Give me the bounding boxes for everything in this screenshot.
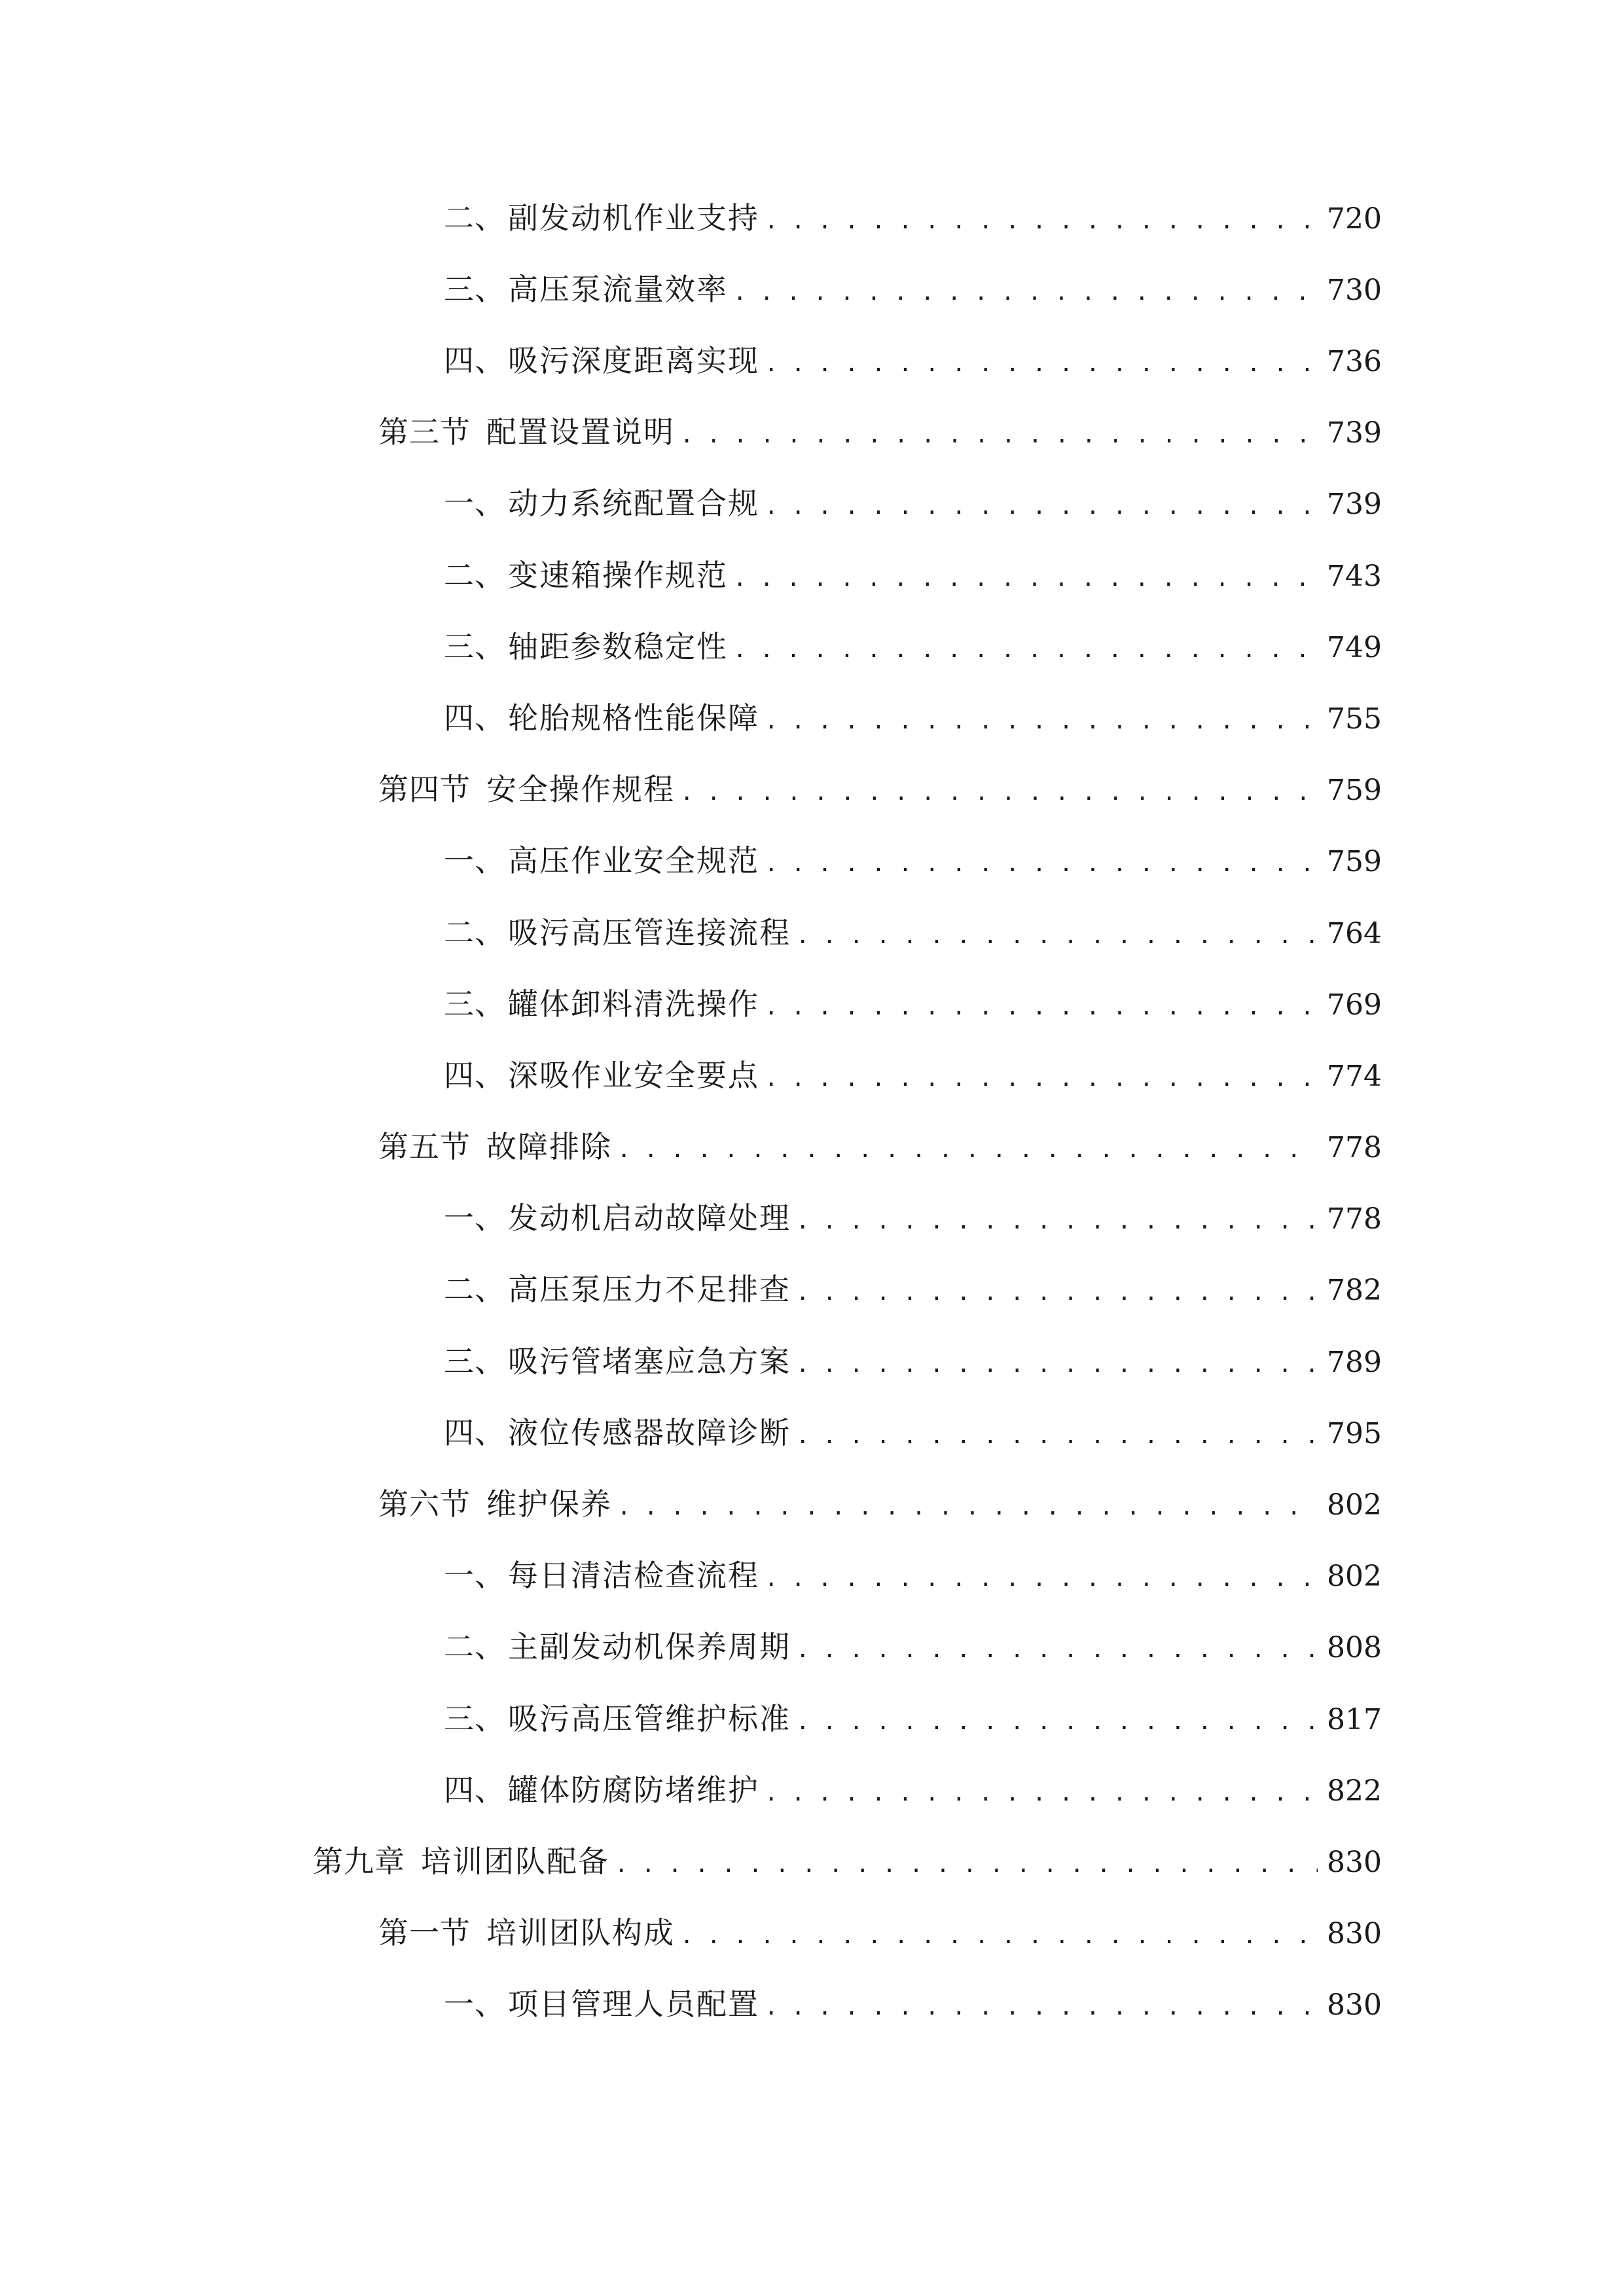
dot-leader: [615, 1841, 1318, 1888]
toc-page-number: 808: [1327, 1631, 1382, 1664]
dot-leader: [796, 1626, 1318, 1674]
toc-entry-title: 轮胎规格性能保障: [508, 700, 759, 736]
toc-entry[interactable]: [444, 1981, 1382, 2028]
toc-entry[interactable]: [444, 1194, 1382, 1242]
toc-entry-title: 发动机启动故障处理: [508, 1200, 791, 1236]
toc-entry-section[interactable]: [378, 408, 1382, 456]
dot-leader: [680, 1912, 1318, 1960]
dot-leader: [765, 483, 1318, 530]
dot-leader: [765, 698, 1318, 745]
toc-entry[interactable]: [444, 1552, 1382, 1599]
toc-entry[interactable]: [444, 1623, 1382, 1670]
toc-entry-number: 二、: [444, 200, 505, 236]
toc-entry[interactable]: [444, 552, 1382, 599]
toc-entry-title: 罐体卸料清洗操作: [508, 986, 759, 1022]
toc-section-number: 第四节: [378, 772, 471, 807]
toc-entry-title: 高压泵压力不足排查: [508, 1272, 791, 1307]
toc-page-number: 802: [1327, 1560, 1382, 1593]
toc-page-number: 749: [1327, 631, 1382, 664]
dot-leader: [733, 555, 1318, 602]
toc-entry-number: 四、: [444, 700, 505, 736]
dot-leader: [733, 626, 1318, 673]
toc-entry-number: 三、: [444, 272, 505, 307]
toc-page-number: 830: [1327, 1988, 1382, 2022]
toc-entry-number: 二、: [444, 1272, 505, 1307]
toc-entry-number: 三、: [444, 1701, 505, 1736]
toc-page-number: 830: [1327, 1917, 1382, 1950]
toc-page-number: 739: [1327, 488, 1382, 521]
dot-leader: [765, 340, 1318, 387]
toc-page-number: 739: [1327, 416, 1382, 450]
toc-entry[interactable]: [444, 337, 1382, 384]
toc-entry[interactable]: [444, 1695, 1382, 1742]
toc-entry[interactable]: [444, 1052, 1382, 1099]
toc-entry[interactable]: [444, 1409, 1382, 1456]
toc-page-number: 755: [1327, 702, 1382, 736]
dot-leader: [796, 1341, 1318, 1388]
toc-section-title: 培训团队构成: [486, 1915, 675, 1950]
dot-leader: [765, 1555, 1318, 1602]
dot-leader: [765, 1770, 1318, 1817]
toc-page-number: 736: [1327, 345, 1382, 378]
toc-entry[interactable]: [444, 694, 1382, 742]
toc-entry[interactable]: [444, 909, 1382, 956]
toc-entry-title: 罐体防腐防堵维护: [508, 1772, 759, 1808]
toc-entry-title: 动力系统配置合规: [508, 486, 759, 521]
toc-entry-number: 四、: [444, 1415, 505, 1450]
toc-entry-number: 三、: [444, 1344, 505, 1379]
toc-entry-number: 二、: [444, 915, 505, 950]
toc-entry-number: 三、: [444, 629, 505, 664]
toc-entry-title: 深吸作业安全要点: [508, 1058, 759, 1093]
toc-section-title: 安全操作规程: [486, 772, 675, 807]
dot-leader: [765, 984, 1318, 1031]
dot-leader: [765, 1055, 1318, 1102]
toc-page-number: 778: [1327, 1202, 1382, 1236]
toc-page-number: 782: [1327, 1274, 1382, 1307]
toc-entry-number: 一、: [444, 843, 505, 878]
toc-page-number: 759: [1327, 845, 1382, 878]
toc-entry-number: 二、: [444, 1629, 505, 1664]
toc-entry-title: 轴距参数稳定性: [508, 629, 728, 664]
toc-section-number: 第五节: [378, 1129, 471, 1164]
toc-page-number: 802: [1327, 1488, 1382, 1522]
toc-entry-title: 吸污管堵塞应急方案: [508, 1344, 791, 1379]
toc-entry-title: 每日清洁检查流程: [508, 1558, 759, 1593]
toc-page-number: 759: [1327, 774, 1382, 807]
toc-entry[interactable]: [444, 623, 1382, 670]
toc-entry-title: 主副发动机保养周期: [508, 1629, 791, 1664]
toc-entry-title: 项目管理人员配置: [508, 1986, 759, 2022]
toc-page-number: 764: [1327, 917, 1382, 950]
toc-entry[interactable]: [444, 194, 1382, 242]
toc-entry-number: 一、: [444, 1200, 505, 1236]
toc-entry-section[interactable]: [378, 1480, 1382, 1528]
toc-section-number: 第一节: [378, 1915, 471, 1950]
toc-section-title: 故障排除: [486, 1129, 612, 1164]
toc-entry-number: 一、: [444, 1986, 505, 2022]
toc-page-number: 778: [1327, 1131, 1382, 1164]
dot-leader: [733, 269, 1318, 316]
dot-leader: [796, 912, 1318, 960]
dot-leader: [765, 198, 1318, 245]
toc-chapter-number: 第九章: [313, 1844, 405, 1879]
toc-entry-chapter[interactable]: [313, 1838, 1382, 1885]
toc-entry-title: 变速箱操作规范: [508, 558, 728, 593]
toc-entry[interactable]: [444, 1767, 1382, 1814]
toc-entry-section[interactable]: [378, 1123, 1382, 1170]
toc-page-number: 730: [1327, 274, 1382, 307]
toc-entry-title: 副发动机作业支持: [508, 200, 759, 236]
toc-entry-number: 四、: [444, 1772, 505, 1808]
toc-entry-title: 高压作业安全规范: [508, 843, 759, 878]
toc-page-number: 830: [1327, 1846, 1382, 1879]
toc-entry-section[interactable]: [378, 766, 1382, 813]
toc-page-number: 743: [1327, 560, 1382, 593]
toc-entry-title: 吸污高压管连接流程: [508, 915, 791, 950]
dot-leader: [765, 840, 1318, 888]
toc-page-number: 769: [1327, 988, 1382, 1022]
dot-leader: [796, 1269, 1318, 1316]
dot-leader: [617, 1484, 1318, 1531]
toc-page-number: 795: [1327, 1417, 1382, 1450]
toc-section-title: 配置设置说明: [486, 414, 675, 450]
dot-leader: [680, 412, 1318, 459]
toc-entry-title: 高压泵流量效率: [508, 272, 728, 307]
toc-entry[interactable]: [444, 837, 1382, 884]
dot-leader: [765, 1984, 1318, 2031]
toc-entry[interactable]: [444, 980, 1382, 1028]
dot-leader: [680, 769, 1318, 816]
toc-section-title: 维护保养: [486, 1486, 612, 1522]
toc-entry-title: 吸污深度距离实现: [508, 343, 759, 378]
toc-page-number: 789: [1327, 1346, 1382, 1379]
toc-entry-title: 吸污高压管维护标准: [508, 1701, 791, 1736]
toc-entry[interactable]: [444, 1338, 1382, 1385]
toc-page-number: 817: [1327, 1703, 1382, 1736]
dot-leader: [796, 1698, 1318, 1746]
toc-entry-number: 一、: [444, 1558, 505, 1593]
toc-entry[interactable]: [444, 1266, 1382, 1313]
toc-entry-number: 三、: [444, 986, 505, 1022]
toc-section-number: 第六节: [378, 1486, 471, 1522]
toc-entry[interactable]: [444, 480, 1382, 527]
toc-entry-section[interactable]: [378, 1909, 1382, 1956]
dot-leader: [796, 1198, 1318, 1245]
toc-entry-title: 液位传感器故障诊断: [508, 1415, 791, 1450]
toc-page-number: 720: [1327, 202, 1382, 236]
toc-section-number: 第三节: [378, 414, 471, 450]
toc-page-number: 774: [1327, 1060, 1382, 1093]
toc-page-number: 822: [1327, 1774, 1382, 1808]
toc-entry-number: 一、: [444, 486, 505, 521]
toc-entry-number: 四、: [444, 1058, 505, 1093]
toc-entry-number: 二、: [444, 558, 505, 593]
dot-leader: [796, 1412, 1318, 1460]
toc-chapter-title: 培训团队配备: [421, 1844, 609, 1879]
toc-entry-number: 四、: [444, 343, 505, 378]
dot-leader: [617, 1126, 1318, 1174]
toc-entry[interactable]: [444, 266, 1382, 313]
